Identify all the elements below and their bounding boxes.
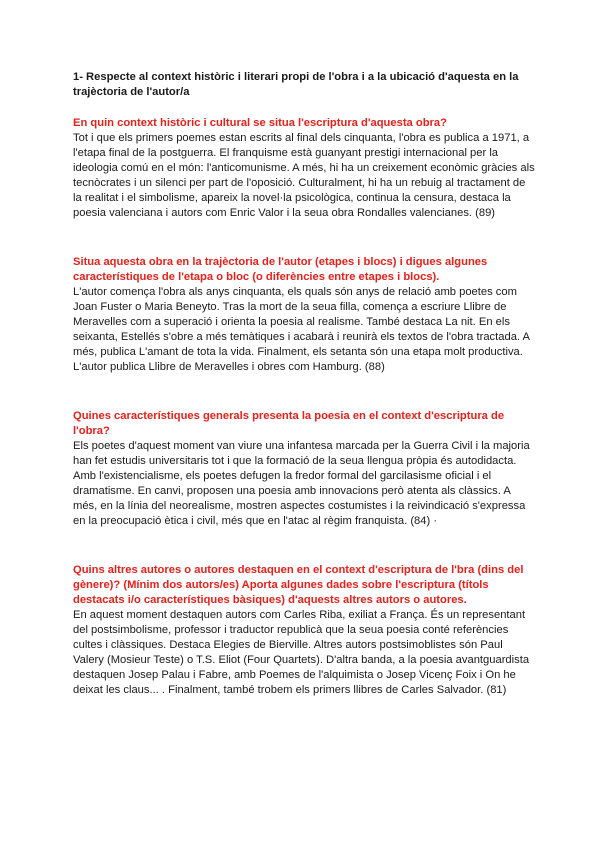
question-block-1 [73,116,535,221]
question-2: Situa aquesta obra en la trajèctoria de l'autor (etapes i blocs) i digues algunes característiques de l'etapa o bloc (o diferències entre etapes i blocs). [73,256,488,283]
question-4: Quins altres autores o autores destaquen en el context d'escriptura de l'bra (dins del gènere)? (Mínim dos autors/es) Aporta algunes dades sobre l'escriptura (títols destacats i/o característiques bàsiques) d'aquests altres autors o autores. [73,564,524,606]
question-3: Quines característiques generals presenta la poesia en el context d'escriptura de l'obra? [73,410,505,437]
question-block-4 [73,563,535,698]
document-heading: 1- Respecte al context històric i literari propi de l'obra i a la ubicació d'aquesta en la trajèctoria de l'autor/a [73,71,519,98]
answer-3: Els poetes d'aquest moment van viure una infantesa marcada per la Guerra Civil i la majoria han fet estudis universitaris tot i que la formació de la seua llengua pròpia és autodidacta. Amb l'existencialisme, els poetes defugen la fredor formal del garcilasisme oficial i el dramatisme. En canvi, proposen una poesia amb innovacions però atenta als clàssics. A més, en la línia del neorealisme, mostren aspectes costumistes i la reivindicació s'expressa en la preocupació ètica i civil, més que en l'atac al règim franquista. (84) · [73,440,530,527]
question-block-2 [73,255,535,375]
question-block-3 [73,409,535,529]
document-page [73,70,535,698]
answer-1: Tot i que els primers poemes estan escrits al final dels cinquanta, l'obra es publica a 1971, a l'etapa final de la postguerra. El franquisme està guanyant prestigi internacional per la ideologia comú en el món: l'anticomunisme. A més, hi ha un creixement econòmic gràcies als tecnòcrates i un silenci per part de l'oposició. Culturalment, hi ha un rebuig al tractament de la realitat i el simbolisme, apareix la novel·la psicològica, continua la censura, destaca la poesia valenciana i autors com Enric Valor i la seua obra Rondalles valencianes. (89) [73,132,535,219]
answer-4: En aquest moment destaquen autors com Carles Riba, exiliat a França. És un representant del postsimbolisme, professor i traductor republicà que la seua poesia conté referències cultes i clàssiques. Destaca Elegies de Bierville. Altres autors postsimoblistes són Paul Valery (Mosieur Teste) o T.S. Eliot (Four Quartets). D'altra banda, a la poesia avantguardista destaquen Josep Palau i Fabre, amb Poemes de l'alquimista o Josep Vicenç Foix i On he deixat les claus... . Finalment, també trobem els primers llibres de Carles Salvador. (81) [73,609,530,696]
answer-2: L'autor comença l'obra als anys cinquanta, els quals són anys de relació amb poetes com Joan Fuster o Maria Beneyto. Tras la mort de la seua filla, comença a escriure Llibre de Meravelles com a superació i orienta la poesia al realisme. També destaca La nit. En els seixanta, Estellés s'obre a més temàtiques i acabarà i reunirà els textos de l'obra tractada. A més, publica L'amant de tota la vida. Finalment, els setanta són una etapa molt productiva. L'autor publica Llibre de Meravelles i obres com Hamburg. (88) [73,286,530,373]
question-1: En quin context històric i cultural se situa l'escriptura d'aquesta obra? [73,117,447,129]
